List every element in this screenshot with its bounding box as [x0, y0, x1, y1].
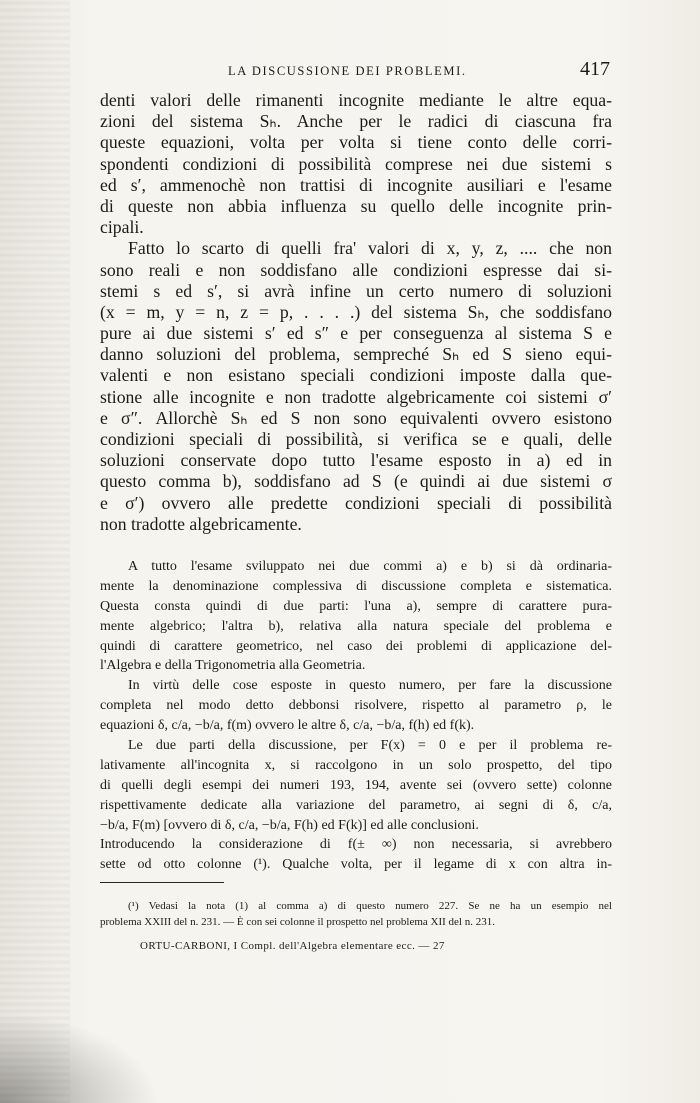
page-body — [100, 90, 612, 875]
text-line: di quelli degli esempi dei numeri 193, 194, avente sei (ovvero sette) colonne — [100, 777, 612, 793]
text-line: condizioni speciali di possibilità, si verifica se e quali, delle — [100, 429, 612, 449]
text-line: In virtù delle cose esposte in questo numero, per fare la discussione — [128, 678, 612, 694]
text-line: A tutto l'esame sviluppato nei due commi a) e b) si dà ordinaria- — [128, 558, 612, 574]
running-head: LA DISCUSSIONE DEI PROBLEMI. — [228, 64, 467, 78]
text-line: spondenti condizioni di possibilità comprese nei due sistemi s — [100, 153, 612, 174]
text-line: quindi di carattere geometrico, nel caso dei problemi di applicazione del- — [100, 638, 612, 654]
text-line: denti valori delle rimanenti incognite mediante le altre equa- — [100, 90, 612, 110]
text-line: lativamente all'incognita x, si raccolgono in un solo prospetto, del tipo — [100, 757, 612, 773]
footnote — [100, 898, 612, 930]
text-line: stemi s ed s′, si avrà infine un certo numero di soluzioni — [100, 280, 612, 301]
footnote-line: problema XXIII del n. 231. — È con sei colonne il prospetto nel problema XII del n. 231. — [100, 916, 495, 928]
text-line: mente la denominazione complessiva di discussione completa e sistematica. — [100, 578, 612, 594]
signature-line: ORTU-CARBONI, I Compl. dell'Algebra elementare ecc. — 27 — [140, 940, 445, 952]
text-line: soluzioni conservate dopo tutto l'esame esposto in a) ed in — [100, 450, 612, 471]
text-line: Le due parti della discussione, per F(x) = 0 e per il problema re- — [128, 737, 612, 753]
text-line: equazioni δ, c/a, −b/a, f(m) ovvero le altre δ, c/a, −b/a, f(h) ed f(k). — [100, 718, 475, 734]
text-line: mente algebrico; l'altra b), relativa alla natura speciale del problema e — [100, 618, 612, 634]
page-number: 417 — [580, 58, 610, 80]
text-line: Introducendo la considerazione di f(± ∞) non necessaria, si avrebbero — [100, 837, 612, 853]
text-line: cipali. — [100, 217, 144, 238]
text-line: Questa consta quindi di due parti: l'una a), sempre di carattere pura- — [100, 598, 612, 614]
text-line: sette od otto colonne (¹). Qualche volta, per il legame di x con altra in- — [100, 857, 612, 873]
text-line: (x = m, y = n, z = p, . . . .) del sistema Sₕ, che soddisfano — [100, 301, 612, 322]
text-line: questo comma b), soddisfano ad S (e quindi ai due sistemi σ — [100, 471, 612, 492]
main-paragraphs — [100, 90, 612, 535]
page-header — [100, 58, 610, 82]
text-line: valenti e non esistano speciali condizioni imposte dalla que- — [100, 365, 612, 386]
text-line: e σ″. Allorchè Sₕ ed S non sono equivalenti ovvero esistono — [100, 407, 612, 428]
text-line: non tradotte algebricamente. — [100, 513, 302, 534]
page-edge-shadow — [0, 0, 70, 1103]
text-line: zioni del sistema Sₕ. Anche per le radici di ciascuna fra — [100, 111, 612, 132]
text-line: Fatto lo scarto di quelli fra' valori di x, y, z, .... che non — [128, 238, 612, 259]
text-line: stione alle incognite e non tradotte algebricamente coi sistemi σ′ — [100, 386, 612, 407]
text-line: sono reali e non soddisfano alle condizioni espresse dai si- — [100, 259, 612, 280]
footnote-rule — [100, 882, 224, 883]
page-corner-shadow — [0, 1013, 160, 1103]
text-line: ed s′, ammenochè non trattisi di incognite ausiliari e l'esame — [100, 174, 612, 195]
footnote-line: (¹) Vedasi la nota (1) al comma a) di questo numero 227. Se ne ha un esempio nel — [128, 900, 612, 912]
text-line: di queste non abbia influenza su quello delle incognite prin- — [100, 195, 612, 216]
text-line: queste equazioni, volta per volta si tiene conto delle corri- — [100, 132, 612, 153]
text-line: completa nel modo detto debbonsi risolvere, rispetto al parametro ρ, le — [100, 698, 612, 714]
text-line: pure ai due sistemi s′ ed s″ e per conseguenza al sistema S e — [100, 323, 612, 344]
text-line: l'Algebra e della Trigonometria alla Geometria. — [100, 658, 366, 674]
text-line: −b/a, F(m) [ovvero di δ, c/a, −b/a, F(h) ed F(k)] ed alle conclusioni. — [100, 817, 479, 833]
text-line: e σ′) ovvero alle predette condizioni speciali di possibilità — [100, 492, 612, 513]
text-line: rispettivamente dedicate alla variazione del parametro, ai segni di δ, c/a, — [100, 797, 612, 813]
small-print-paragraphs — [100, 557, 612, 875]
text-line: danno soluzioni del problema, sempreché Sₕ ed S sieno equi- — [100, 344, 612, 365]
